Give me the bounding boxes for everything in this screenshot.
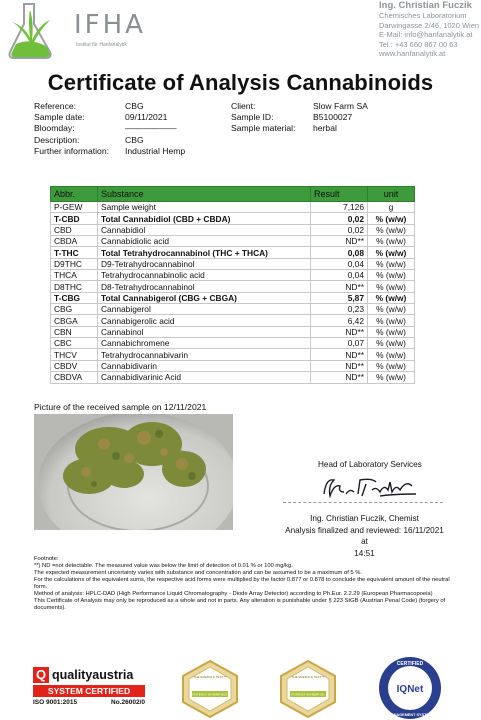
cell-substance: Tetrahydrocannabinolic acid: [98, 270, 311, 281]
cell-result: ND**: [311, 360, 368, 371]
footnote-line: Method of analysis: HPLC-DAD (High Performance Liquid Chromatography - Diode Array Detector) according to Ph.Eur. 2.2.29 (European Pharmacopoeia): [34, 591, 433, 597]
cell-unit: % (w/w): [368, 372, 415, 383]
cell-result: 0,08: [311, 247, 368, 258]
cell-result: ND**: [311, 326, 368, 337]
cell-abbr: D8THC: [51, 281, 98, 292]
cell-unit: % (w/w): [368, 213, 415, 224]
table-row: [51, 292, 415, 303]
badge-title: THE EMERALD TEST™: [291, 675, 325, 679]
cell-unit: % (w/w): [368, 270, 415, 281]
meta-value: 09/11/2021: [125, 112, 168, 123]
signatory-name: Ing. Christian Fuczik, Chemist: [310, 514, 419, 523]
photo-caption: Picture of the received sample on 12/11/2021: [34, 402, 207, 412]
meta-key: Further information:: [34, 145, 109, 156]
cell-unit: % (w/w): [368, 292, 415, 303]
cell-result: 0,04: [311, 258, 368, 269]
meta-value: ——————: [125, 123, 177, 134]
cell-abbr: CBDVA: [51, 372, 98, 383]
cell-unit: % (w/w): [368, 304, 415, 315]
cell-abbr: T-CBG: [51, 292, 98, 303]
cell-result: 0,04: [311, 270, 368, 281]
lab-address: [379, 0, 479, 59]
cell-result: 0,02: [311, 224, 368, 235]
cell-substance: Cannabigerol: [98, 304, 311, 315]
cell-unit: % (w/w): [368, 247, 415, 258]
meta-value: Slow Farm SA: [313, 101, 368, 111]
footnote-heading: Footnote:: [34, 556, 59, 562]
table-row: [51, 281, 415, 292]
cell-abbr: T-CBD: [51, 213, 98, 224]
footnote-line: The expected measurement uncertainty varies with substance and concentration and can be assumed to be a maximum of 5 %.: [34, 570, 363, 576]
meta-key: Description:: [34, 134, 80, 145]
cell-substance: Cannabidiolic acid: [98, 236, 311, 247]
cell-unit: % (w/w): [368, 338, 415, 349]
footnote-line: **) ND =not detectable. The measured value was below the limit of detection of 0.01 % or 100 mg/kg.: [34, 563, 293, 569]
meta-key: Sample date:: [34, 112, 85, 123]
lab-name: Ing. Christian Fuczik: [379, 0, 472, 11]
cell-unit: % (w/w): [368, 258, 415, 269]
footnote-line: For the calculations of the equivalent sums, the respective acid forms were multiplied by the factor 0.877 or 0.878 to conclude the equivalent amount of the neutral form.: [34, 577, 450, 590]
table-row: [51, 349, 415, 360]
qa-number: No.26002/0: [111, 699, 145, 706]
table-row: [51, 372, 415, 383]
cell-abbr: T-THC: [51, 247, 98, 258]
table-row: [51, 326, 415, 337]
meta-key: Sample material:: [231, 123, 296, 134]
cell-abbr: CBDA: [51, 236, 98, 247]
cell-unit: % (w/w): [368, 315, 415, 326]
iqnet-top: CERTIFIED: [396, 661, 424, 667]
cell-abbr: THCV: [51, 349, 98, 360]
table-row: [51, 270, 415, 281]
table-row: [51, 315, 415, 326]
signature-title: Head of Laboratory Services: [318, 460, 422, 469]
table-row: [51, 360, 415, 371]
meta-left: [34, 101, 185, 157]
meta-value: CBG: [125, 101, 144, 111]
review-statement: Analysis finalized and reviewed: 16/11/2021 at: [285, 525, 444, 546]
table-row: [51, 247, 415, 258]
table-row: [51, 338, 415, 349]
meta-right: [231, 101, 368, 135]
quality-austria-logo: [33, 667, 145, 706]
cell-abbr: P-GEW: [51, 202, 98, 213]
table-row: [51, 258, 415, 269]
badge-title: THE EMERALD TEST™: [193, 675, 227, 679]
lab-line: Darwingasse 2/46, 1020 Wien: [379, 20, 480, 30]
column-header-abbr: Abbr.: [51, 187, 98, 202]
cell-abbr: CBG: [51, 304, 98, 315]
cell-unit: % (w/w): [368, 360, 415, 371]
results-table: [50, 186, 415, 384]
cell-result: 5,87: [311, 292, 368, 303]
cell-result: ND**: [311, 281, 368, 292]
qa-mark-icon: Q: [33, 667, 49, 683]
badge-label: POTENCY IN HEMP BUD: [192, 692, 228, 697]
qa-iso: ISO 9001:2015: [33, 699, 78, 706]
emerald-test-badge-bud: [180, 660, 240, 718]
footnote: [34, 556, 454, 612]
logo-subtitle: Institut für Hanfanalytik: [76, 42, 127, 48]
meta-key: Reference:: [34, 101, 77, 111]
cell-abbr: CBC: [51, 338, 98, 349]
table-row: [51, 202, 415, 213]
cell-abbr: CBGA: [51, 315, 98, 326]
cell-substance: Cannabidivarin: [98, 360, 311, 371]
cell-result: ND**: [311, 372, 368, 383]
table-row: [51, 304, 415, 315]
cell-result: 7,126: [311, 202, 368, 213]
badge-label: POTENCY IN HEMP OIL: [291, 692, 325, 697]
cell-unit: % (w/w): [368, 326, 415, 337]
iqnet-name: IQNet: [396, 684, 424, 695]
document-title: Certificate of Analysis Cannabinoids: [47, 70, 434, 95]
lab-line: Chemisches Laboratorium: [379, 11, 467, 20]
cell-unit: % (w/w): [368, 281, 415, 292]
cell-abbr: THCA: [51, 270, 98, 281]
signature-line: [283, 502, 443, 503]
cell-unit: g: [368, 202, 415, 213]
column-header-unit: unit: [368, 187, 415, 202]
cell-unit: % (w/w): [368, 349, 415, 360]
iqnet-bottom: MANAGEMENT SYSTEM: [387, 713, 433, 717]
signature-block: [282, 513, 447, 559]
emerald-test-badge-oil: [278, 660, 338, 718]
cell-result: 0,07: [311, 338, 368, 349]
cell-substance: Total Cannabidiol (CBD + CBDA): [98, 213, 311, 224]
table-row: [51, 224, 415, 235]
meta-key: Client:: [231, 101, 256, 111]
cell-unit: % (w/w): [368, 236, 415, 247]
cell-result: ND**: [311, 349, 368, 360]
cell-result: 0,02: [311, 213, 368, 224]
cell-substance: D9-Tetrahydrocannabinol: [98, 258, 311, 269]
cell-abbr: CBD: [51, 224, 98, 235]
meta-key: Sample ID:: [231, 112, 274, 123]
lab-email: E-Mail: info@hanfanalytik.at: [379, 30, 473, 40]
column-header-result: Result: [311, 187, 368, 202]
table-row: [51, 236, 415, 247]
cell-substance: Cannabidivarinic Acid: [98, 372, 311, 383]
cell-result: 6,42: [311, 315, 368, 326]
cell-result: ND**: [311, 236, 368, 247]
meta-value: CBG: [125, 134, 144, 145]
qa-name: qualityaustria: [52, 668, 134, 682]
cell-result: 0,23: [311, 304, 368, 315]
handwritten-signature: [320, 474, 420, 500]
table-header-row: [51, 187, 415, 202]
cell-abbr: CBDV: [51, 360, 98, 371]
table-body: [51, 202, 415, 384]
cell-substance: D8-Tetrahydrocannabinol: [98, 281, 311, 292]
footnote-line: This Certificate of Analysis may only be reproduced as a whole and not in parts. Any alteration is punishable under § 223 StGB (Austrian Penal Code) (forgery of documents).: [34, 598, 446, 611]
sample-photo: [34, 414, 233, 530]
cell-substance: Cannabidiol: [98, 224, 311, 235]
table-row: [51, 213, 415, 224]
column-header-substance: Substance: [98, 187, 311, 202]
cell-substance: Tetrahydrocannabivarin: [98, 349, 311, 360]
cell-substance: Total Tetrahydrocannabinol (THC + THCA): [98, 247, 311, 258]
cell-substance: Sample weight: [98, 202, 311, 213]
cell-unit: % (w/w): [368, 224, 415, 235]
ifha-flask-logo: [6, 2, 76, 62]
lab-phone: Tel.: +43 660 867 00 63: [379, 39, 458, 49]
meta-key: Bloomday:: [34, 123, 75, 134]
qa-banner: SYSTEM CERTIFIED: [33, 685, 145, 697]
meta-value: B5100027: [313, 112, 353, 123]
logo-text: IFHA: [74, 10, 146, 40]
lab-website: www.hanfanalytik.at: [379, 49, 446, 59]
cell-abbr: D9THC: [51, 258, 98, 269]
iqnet-certified-logo: [378, 656, 442, 720]
cell-substance: Total Cannabigerol (CBG + CBGA): [98, 292, 311, 303]
cell-abbr: CBN: [51, 326, 98, 337]
meta-value: Industrial Hemp: [125, 145, 186, 156]
cell-substance: Cannabigerolic acid: [98, 315, 311, 326]
meta-value: herbal: [313, 123, 337, 134]
cell-substance: Cannabinol: [98, 326, 311, 337]
cell-substance: Cannabichromene: [98, 338, 311, 349]
review-time: 14:51: [354, 548, 375, 558]
